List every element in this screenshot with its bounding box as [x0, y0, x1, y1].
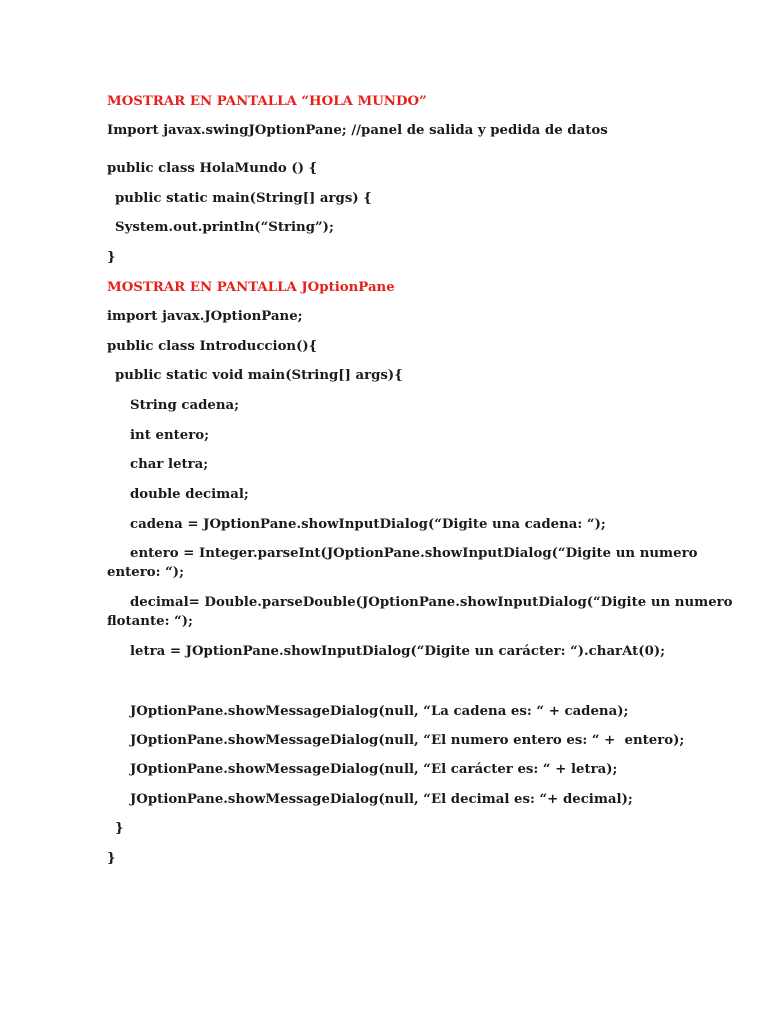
code-line-decl-string: String cadena; — [130, 398, 240, 413]
code-line-decl-double: double decimal; — [130, 487, 249, 502]
code-line-input-entero: entero = Integer.parseInt(JOptionPane.showInputDialog(“Digite un numero — [130, 546, 698, 561]
heading-hola-mundo: MOSTRAR EN PANTALLA “HOLA MUNDO” — [107, 94, 427, 109]
code-line-msg-entero: JOptionPane.showMessageDialog(null, “El numero entero es: “ + entero); — [130, 733, 685, 748]
code-line-input-letra: letra = JOptionPane.showInputDialog(“Digite un carácter: “).charAt(0); — [130, 644, 666, 659]
code-line-input-entero-cont: entero: “); — [107, 565, 184, 580]
code-line-main-1: public static main(String[] args) { — [115, 191, 372, 206]
code-line-msg-cadena: JOptionPane.showMessageDialog(null, “La cadena es: “ + cadena); — [130, 704, 629, 719]
code-line-close-brace-1: } — [107, 250, 116, 265]
code-line-decl-char: char letra; — [130, 457, 209, 472]
code-line-import-joptionpane: import javax.JOptionPane; — [107, 309, 303, 324]
code-line-input-decimal: decimal= Double.parseDouble(JOptionPane.showInputDialog(“Digite un numero — [130, 595, 733, 610]
code-line-close-brace-class: } — [107, 851, 116, 866]
code-line-import-swing: Import javax.swingJOptionPane; //panel de salida y pedida de datos — [107, 123, 608, 138]
code-line-input-cadena: cadena = JOptionPane.showInputDialog(“Digite una cadena: “); — [130, 517, 606, 532]
heading-joptionpane: MOSTRAR EN PANTALLA JOptionPane — [107, 280, 395, 295]
code-line-msg-letra: JOptionPane.showMessageDialog(null, “El carácter es: “ + letra); — [130, 762, 618, 777]
code-line-close-brace-main: } — [115, 821, 124, 836]
code-line-println: System.out.println(“String”); — [115, 220, 334, 235]
code-line-class-introduccion: public class Introduccion(){ — [107, 339, 318, 354]
code-line-input-decimal-cont: flotante: “); — [107, 614, 193, 629]
code-line-class-holamundo: public class HolaMundo () { — [107, 161, 318, 176]
code-line-decl-int: int entero; — [130, 428, 210, 443]
code-line-main-2: public static void main(String[] args){ — [115, 368, 403, 383]
code-line-msg-decimal: JOptionPane.showMessageDialog(null, “El decimal es: “+ decimal); — [130, 792, 633, 807]
